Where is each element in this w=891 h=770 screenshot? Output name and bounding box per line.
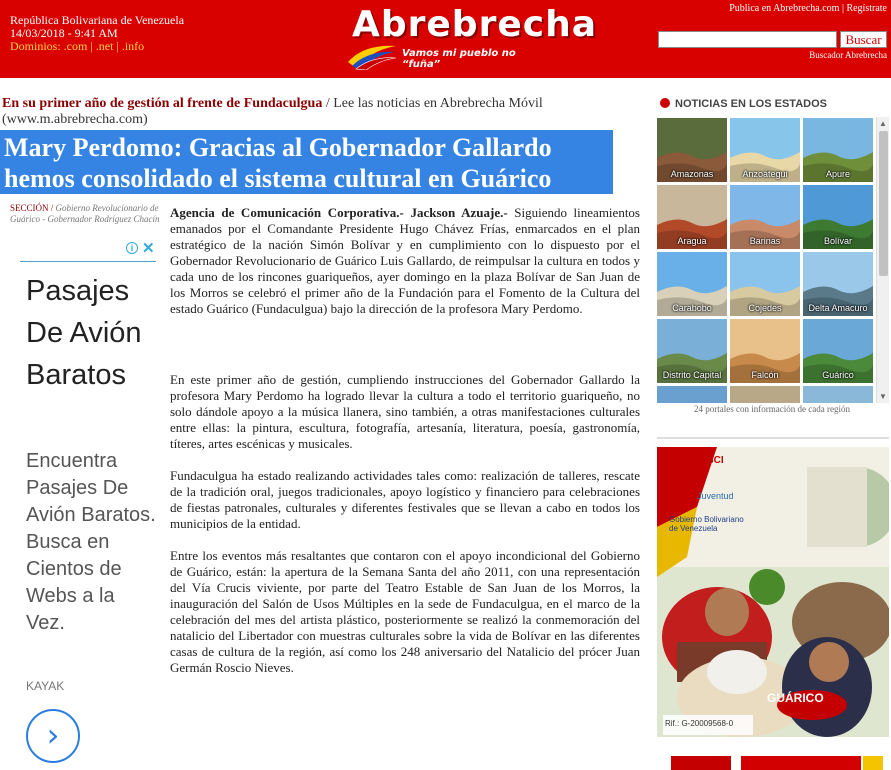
state-photo — [657, 386, 727, 403]
state-tile[interactable] — [803, 319, 873, 383]
banner-tag-sibci: SIBCI — [697, 455, 724, 466]
account-links: Publica en Abrebrecha.com | Regístrate — [729, 3, 887, 14]
sidebar-divider — [657, 437, 889, 439]
domains-label: Dominios: — [10, 39, 61, 53]
state-tile[interactable] — [730, 252, 800, 316]
site-header — [0, 0, 891, 78]
state-tile-label: Anzoátegui — [742, 169, 788, 179]
article-title: Mary Perdomo: Gracias al Gobernador Gallardo hemos consolidado el sistema cultural en Guárico — [0, 130, 613, 194]
state-tile-label: Barinas — [749, 236, 781, 246]
state-tile[interactable] — [730, 319, 800, 383]
state-tiles — [657, 118, 873, 403]
states-heading — [660, 98, 890, 110]
logo-wordmark: Abrebrecha — [352, 4, 598, 45]
domain-net[interactable]: .net — [95, 39, 114, 53]
state-tile[interactable] — [803, 386, 873, 403]
breadcrumb-mobile-link[interactable]: / Lee las noticias en Abrebrecha Móvil (www.m.abrebrecha.com) — [2, 96, 543, 127]
article-body — [170, 205, 640, 676]
search-input[interactable] — [658, 31, 837, 48]
publish-link[interactable]: Publica en Abrebrecha.com — [729, 3, 840, 14]
state-photo — [803, 386, 873, 403]
paragraph-text: Siguiendo lineamientos emanados por el Comandante Presidente Hugo Chávez Frías, enmarcados en el plan estratégico de la nación Simón Bolívar y en cumplimiento con lo dispuesto por el Gobernador Revolucionario de Guárico Luis Gallardo, de reimpulsar la cultura en todos y cada uno de los rincones guariqueños, ayer domingo en la plaza Bolívar de San Juan de los Morros se celebró el primer año de la Fundación para el Fomento de la Cultura del estado Guárico (Fundaculgua) bajo la dirección de la profesora Mary Perdomo. — [170, 205, 640, 316]
register-link[interactable]: Regístrate — [846, 3, 887, 14]
breadcrumb-strong[interactable]: En su primer año de gestión al frente de Fundaculgua — [2, 96, 323, 111]
logo-slogan: Vamos mi pueblo no “fuña” — [402, 48, 516, 70]
article-paragraph-4: Entre los eventos más resaltantes que contaron con el apoyo incondicional del Gobierno de Guárico, están: la apertura de la Semana Santa del año 2011, con una representación del Vía Crucis viviente, por parte del Teatro Estable de San Juan de los Morros, la inauguración del Salón de Usos Múltiples en la sede de Fundaculgua, en el marco de la celebración del mes del artista plástico, posteriormente se realizó la conmemoración del natalicio del Libertador con muestras culturales sobre la vida de Bolívar en las diferentes casas de cultura de la región, así como los 248 aniversario del Natalicio del prócer Juan Germán Roscio Nieves. — [170, 548, 640, 675]
domain-com[interactable]: .com — [63, 39, 88, 53]
state-tile[interactable] — [730, 185, 800, 249]
ad-unit[interactable] — [20, 240, 156, 770]
scrollbar[interactable] — [876, 117, 889, 403]
article-paragraph-2: En este primer año de gestión, cumpliendo instrucciones del Gobernador Gallardo la profesora Mary Perdomo ha logrado llevar la cultura a todo el territorio guariqueño, no solo dándole apoyo a la música llanera, sino también, a otras manifestaciones culturales entre ellas: la pintura, escultura, fotografía, artesanía, literatura, poesía, gastronomía, títeres, artes escénicas y musicales. — [170, 372, 640, 451]
header-datetime: 14/03/2018 - 9:41 AM — [10, 26, 118, 40]
second-banner[interactable] — [657, 750, 889, 770]
state-tile[interactable] — [803, 118, 873, 182]
state-photo — [730, 386, 800, 403]
search-caption: Buscador Abrebrecha — [809, 50, 887, 60]
states-heading-text: NOTICIAS EN LOS ESTADOS — [675, 98, 827, 110]
article-byline: Agencia de Comunicación Corporativa.- Jackson Azuaje.- — [170, 205, 508, 220]
state-tile[interactable] — [803, 185, 873, 249]
search-button[interactable]: Buscar — [840, 31, 887, 48]
state-tile[interactable] — [730, 386, 800, 403]
domain-info[interactable]: .info — [121, 39, 145, 53]
state-tile[interactable] — [803, 252, 873, 316]
banner-tag-guarico: GUÁRICO — [767, 691, 824, 705]
state-tile[interactable] — [657, 118, 727, 182]
state-tile-label: Distrito Capital — [662, 370, 722, 380]
header-info — [10, 14, 184, 53]
section-tags[interactable]: Gobierno Revolucionario de Guárico - Gobernador Rodríguez Chacín — [10, 203, 160, 224]
state-tile-label: Delta Amacuro — [808, 303, 868, 313]
banner-tag-juventud: Juventud — [697, 491, 734, 501]
ad-body: Encuentra Pasajes De Avión Baratos. Busca en Cientos de Webs a la Vez. — [26, 450, 156, 634]
state-tile-label: Apure — [825, 169, 851, 179]
bullet-icon — [660, 98, 670, 108]
banner-tag-gobierno: Gobierno Bolivariano de Venezuela — [669, 515, 744, 533]
state-tile-label: Guárico — [822, 370, 854, 380]
state-tile-label: Cojedes — [748, 303, 782, 313]
ad-brand: KAYAK — [26, 679, 65, 693]
state-tile[interactable] — [657, 252, 727, 316]
states-caption: 24 portales con información de cada región — [694, 404, 850, 414]
section-label: SECCIÓN / — [10, 203, 54, 213]
state-tile-label: Carabobo — [672, 303, 712, 313]
ad-arrow-icon[interactable]: › — [26, 709, 80, 763]
state-tile-label: Aragua — [677, 236, 707, 246]
states-scroll-frame[interactable] — [655, 117, 889, 403]
state-tile[interactable] — [730, 118, 800, 182]
banner-tag-rif: Rif.: G-20009568-0 — [665, 719, 734, 728]
scroll-up-icon[interactable]: ▲ — [879, 119, 887, 128]
scroll-thumb[interactable] — [879, 131, 888, 276]
domains-line: Dominios: .com | .net | .info — [10, 39, 145, 53]
section-meta — [10, 203, 162, 225]
flag-swoosh-icon — [346, 40, 398, 70]
country-name: República Bolivariana de Venezuela — [10, 13, 185, 27]
state-tile-label: Amazonas — [670, 169, 714, 179]
state-tile-label: Falcón — [751, 370, 779, 380]
state-tile[interactable] — [657, 386, 727, 403]
article-paragraph-3: Fundaculgua ha estado realizando actividades tales como: realización de talleres, rescate de la tradición oral, juegos tradicionales, apoyo logístico y financiero para celebraciones de fiestas patronales, culturales y diferentes festivales que se llevan a cabo en todos los municipios de la entidad. — [170, 468, 640, 531]
site-logo[interactable] — [346, 4, 598, 74]
breadcrumb — [2, 96, 642, 128]
state-tile[interactable] — [657, 185, 727, 249]
state-tile[interactable] — [657, 319, 727, 383]
government-banner[interactable] — [657, 447, 889, 737]
banner2-illustration — [657, 750, 889, 770]
ad-headline[interactable]: Pasajes De Avión Baratos — [26, 275, 142, 391]
scroll-down-icon[interactable]: ▼ — [879, 392, 887, 401]
ad-info-icon[interactable]: i — [126, 242, 138, 254]
state-tile-label: Bolívar — [823, 236, 852, 246]
ad-close-icon[interactable]: ✕ — [142, 240, 155, 257]
article-paragraph-1 — [170, 205, 640, 317]
